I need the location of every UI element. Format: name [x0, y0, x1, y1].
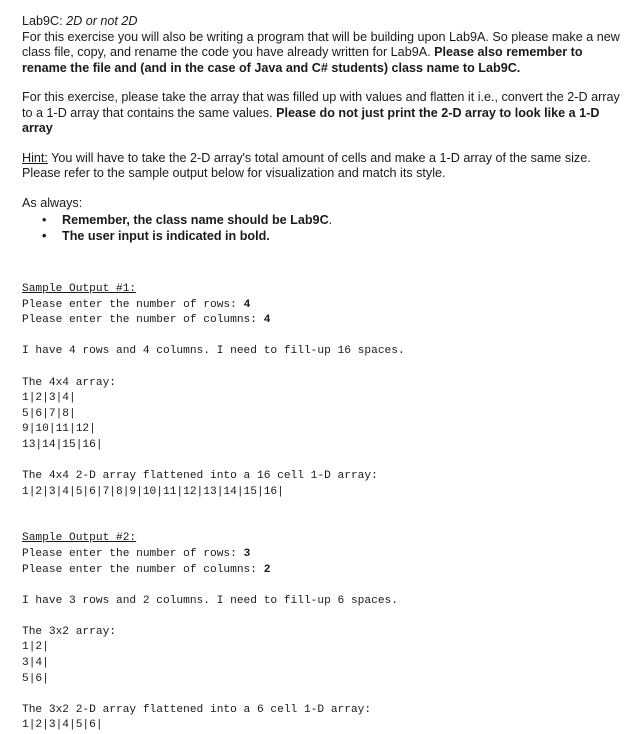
prompt-rows	[22, 547, 630, 563]
list-item	[42, 229, 630, 245]
array-row: 5|6|	[22, 672, 49, 685]
list-item-bold: bold.	[239, 228, 270, 243]
lab-title	[22, 14, 630, 30]
intro-bold-text: Please also remember to rename the file and (and in the case of Java and C# students) class name to Lab9C.	[22, 45, 583, 75]
list-item	[42, 213, 630, 229]
lab-subtitle: 2D or not 2D	[66, 14, 138, 28]
list-item-text: .	[328, 213, 333, 227]
prompt-text: Please enter the number of columns:	[22, 563, 264, 576]
array-row: 3|4|	[22, 657, 49, 670]
flat-label: The 3x2 2-D array flattened into a 6 cell 1-D array:	[22, 703, 372, 716]
flat-label: The 4x4 2-D array flattened into a 16 cell 1-D array:	[22, 470, 378, 483]
task-text: For this exercise, please take the array that was filled up with values and flatten it i.e., convert the 2-D array to a 1-D array that contains the same values.	[22, 90, 620, 120]
array-row: 13|14|15|16|	[22, 438, 103, 451]
prompt-text: Please enter the number of rows:	[22, 547, 244, 560]
summary-line: I have 4 rows and 4 columns. I need to fill-up 16 spaces.	[22, 345, 405, 358]
prompt-rows	[22, 298, 630, 314]
prompt-columns	[22, 563, 630, 579]
list-item-text: The user input is indicated in	[62, 228, 240, 243]
array-label: The 3x2 array:	[22, 625, 116, 638]
array-row: 5|6|7|8|	[22, 407, 76, 420]
summary-line: I have 3 rows and 2 columns. I need to fill-up 6 spaces.	[22, 594, 398, 607]
user-input: 4	[263, 314, 271, 327]
task-paragraph	[22, 90, 630, 137]
array-label: The 4x4 array:	[22, 376, 116, 389]
list-item-bold: Remember, the class name should be Lab9C	[62, 213, 329, 227]
lab-title-label: Lab9C:	[22, 14, 63, 28]
sample-output-1	[22, 282, 630, 500]
array-row: 1|2|3|4|	[22, 392, 76, 405]
flat-row: 1|2|3|4|5|6|7|8|9|10|11|12|13|14|15|16|	[22, 485, 284, 498]
always-list	[22, 213, 630, 244]
prompt-columns	[22, 313, 630, 329]
flat-row: 1|2|3|4|5|6|	[22, 719, 103, 732]
user-input: 2	[263, 563, 271, 576]
hint-label: Hint:	[22, 150, 48, 165]
always-lead: As always:	[22, 195, 83, 210]
prompt-text: Please enter the number of rows:	[22, 298, 244, 311]
hint-paragraph	[22, 151, 630, 182]
intro-text: For this exercise you will also be writing a program that will be building upon Lab9A. So please make a new class file, copy, and rename the code you have already written for Lab9A.	[22, 29, 620, 59]
hint-text: You will have to take the 2-D array's total amount of cells and make a 1-D array of the same size. Please refer to the sample output below for visualization and match its style.	[22, 150, 591, 180]
sample-heading: Sample Output #2:	[22, 532, 137, 545]
intro-paragraph	[22, 30, 630, 77]
array-row: 1|2|	[22, 641, 49, 654]
task-bold-text: Please do not just print the 2-D array to look like a 1-D array	[22, 105, 600, 135]
sample-heading: Sample Output #1:	[22, 283, 137, 295]
array-row: 9|10|11|12|	[22, 423, 96, 436]
user-input: 3	[243, 547, 251, 560]
prompt-text: Please enter the number of columns:	[22, 314, 264, 327]
user-input: 4	[243, 298, 251, 311]
sample-output-2	[22, 531, 630, 734]
